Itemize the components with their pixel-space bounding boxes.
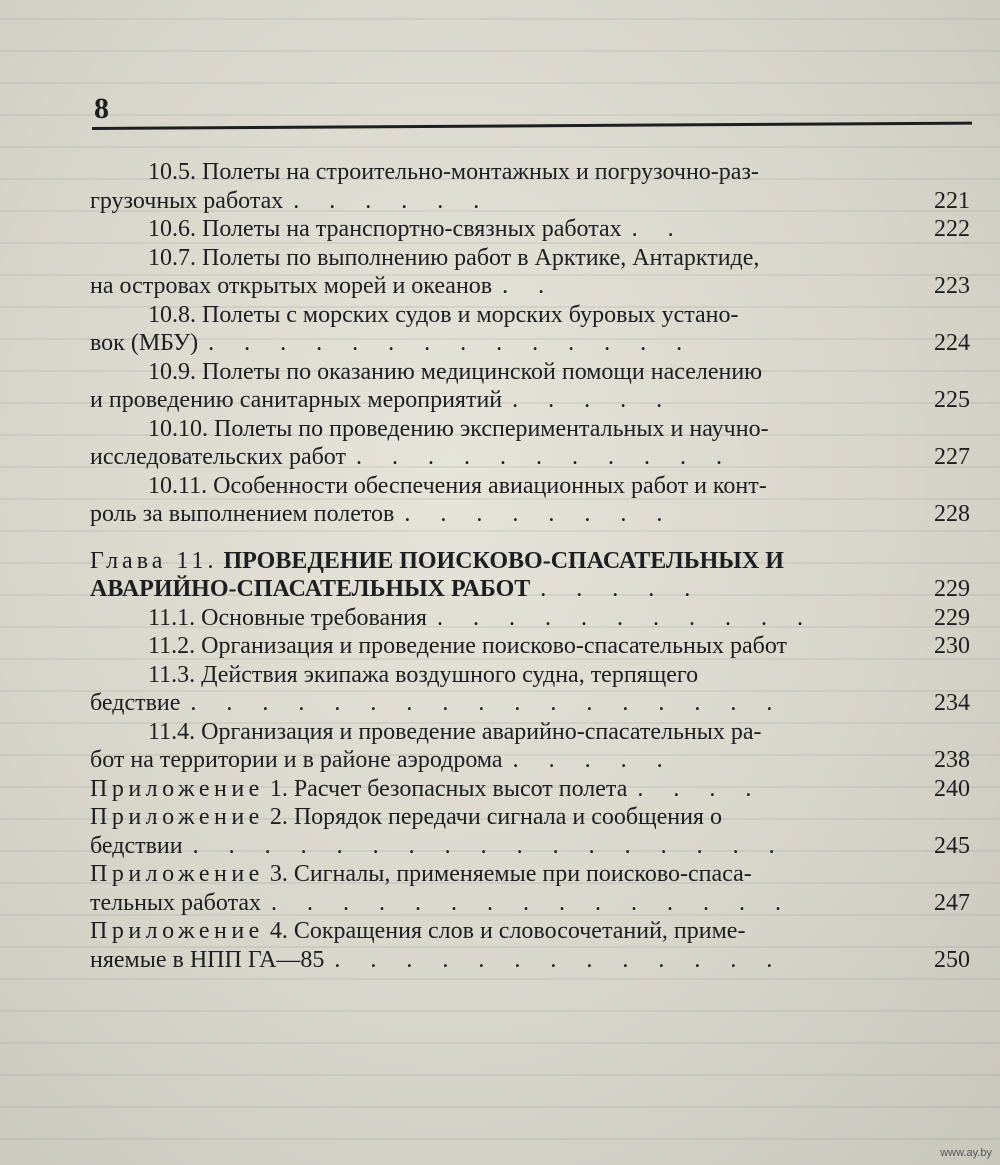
appendix-page: 250 <box>934 946 970 973</box>
leader-dots: . . . . . . . . . . . . . <box>334 946 785 973</box>
entry-page: 238 <box>934 747 970 773</box>
toc-entry-10-8 <box>90 301 970 358</box>
entry-title-line2: бедствие <box>90 690 181 716</box>
leader-dots: . . . . . <box>512 387 675 413</box>
entry-page: 225 <box>934 387 970 413</box>
toc-entry-11-2 <box>90 632 970 661</box>
leader-dots: . . . . . . . . . . . <box>436 604 815 631</box>
leader-dots: . . . . . . <box>293 187 492 214</box>
leader-dots: . . . . . <box>540 576 703 602</box>
entry-title-line1: 11.1. Основные требования <box>148 604 427 631</box>
leader-dots: . . . . . . . . . . . . . . . . . <box>190 690 785 716</box>
leader-dots: . . . . <box>637 775 764 802</box>
entry-title-line1: 11.4. Организация и проведение аварийно-спасательных ра- <box>148 718 762 745</box>
chapter-prefix: Глава 11. <box>90 547 218 574</box>
toc-entry-11-1 <box>90 604 970 633</box>
entry-title-line2: грузочных работах <box>90 187 284 214</box>
toc-appendix-4 <box>90 917 970 974</box>
appendix-title-line1: 4. Сокращения слов и словосочетаний, приме- <box>269 918 746 944</box>
toc-entry-11-4 <box>90 718 970 775</box>
toc-entry-10-11 <box>90 472 970 529</box>
appendix-prefix: Приложение <box>90 804 264 830</box>
appendix-page: 240 <box>934 775 970 802</box>
entry-page: 228 <box>934 501 970 527</box>
leader-dots: . . . . . . . . . . . . . . . <box>271 889 794 916</box>
entry-title-line1: 10.6. Полеты на транспортно-связных работах <box>148 216 622 242</box>
leader-dots: . . . . . . . . <box>404 501 675 527</box>
toc-entry-10-9 <box>90 358 970 415</box>
leader-dots: . . . . . <box>512 747 675 773</box>
toc-appendix-1 <box>90 775 970 804</box>
entry-title-line1: 10.11. Особенности обеспечения авиационных работ и конт- <box>148 472 767 499</box>
entry-title-line1: 10.7. Полеты по выполнению работ в Арктике, Антарктиде, <box>148 244 760 271</box>
appendix-title-line2: тельных работах <box>90 889 262 916</box>
entry-page: 229 <box>934 604 970 631</box>
appendix-title-line1: 1. Расчет безопасных высот полета <box>269 775 628 802</box>
leader-dots: . . . . . . . . . . . . . . <box>208 330 695 356</box>
toc-appendix-3 <box>90 860 970 917</box>
toc-entry-10-10 <box>90 415 970 472</box>
appendix-prefix: Приложение <box>90 918 264 944</box>
toc-entry-10-5 <box>90 158 970 215</box>
entry-page: 227 <box>934 444 970 470</box>
table-of-contents <box>90 158 970 974</box>
leader-dots: . . . . . . . . . . . . . . . . . <box>192 832 787 859</box>
entry-title-line2: бот на территории и в районе аэродрома <box>90 747 503 773</box>
leader-dots: . . <box>502 273 557 299</box>
entry-title-line2: роль за выполнением полетов <box>90 501 395 527</box>
entry-title-line1: 10.10. Полеты по проведению экспериментальных и научно- <box>148 415 769 442</box>
entry-title-line2: вок (МБУ) <box>90 330 199 356</box>
appendix-prefix: Приложение <box>90 775 264 802</box>
appendix-title-line1: 3. Сигналы, применяемые при поисково-спаса- <box>269 861 752 887</box>
entry-title-line1: 10.9. Полеты по оказанию медицинской помощи населению <box>148 358 763 385</box>
leader-dots: . . <box>631 216 686 242</box>
appendix-title-line1: 2. Порядок передачи сигнала и сообщения о <box>269 804 722 830</box>
toc-entry-10-6 <box>90 215 970 244</box>
entry-title-line2: и проведению санитарных мероприятий <box>90 387 503 413</box>
chapter-page: 229 <box>934 576 970 602</box>
page-number: 8 <box>94 92 109 125</box>
entry-page: 224 <box>934 330 970 356</box>
appendix-prefix: Приложение <box>90 861 264 887</box>
entry-page: 234 <box>934 690 970 716</box>
entry-page: 223 <box>934 273 970 299</box>
chapter-title-line2: АВАРИЙНО-СПАСАТЕЛЬНЫХ РАБОТ <box>90 576 531 602</box>
toc-chapter-11 <box>90 547 970 604</box>
leader-dots: . . . . . . . . . . . <box>355 444 734 470</box>
entry-title-line1: 11.2. Организация и проведение поисково-спасательных работ <box>148 633 788 659</box>
entry-title-line1: 10.5. Полеты на строительно-монтажных и погрузочно-раз- <box>148 159 759 185</box>
toc-entry-10-7 <box>90 244 970 301</box>
entry-title-line2: на островах открытых морей и океанов <box>90 273 493 299</box>
entry-page: 230 <box>934 633 970 659</box>
toc-entry-11-3 <box>90 661 970 718</box>
entry-title-line1: 11.3. Действия экипажа воздушного судна, терпящего <box>148 661 699 688</box>
appendix-title-line2: няемые в НПП ГА—85 <box>90 946 325 973</box>
entry-title-line2: исследовательских работ <box>90 444 346 470</box>
site-watermark: www.ay.by <box>940 1147 992 1159</box>
appendix-title-line2: бедствии <box>90 832 183 859</box>
appendix-page: 247 <box>934 889 970 916</box>
toc-appendix-2 <box>90 803 970 860</box>
appendix-page: 245 <box>934 832 970 859</box>
chapter-title-line1: ПРОВЕДЕНИЕ ПОИСКОВО-СПАСАТЕЛЬНЫХ И <box>223 547 784 574</box>
entry-title-line1: 10.8. Полеты с морских судов и морских буровых устано- <box>148 301 739 328</box>
entry-page: 221 <box>934 187 970 214</box>
entry-page: 222 <box>934 216 970 242</box>
